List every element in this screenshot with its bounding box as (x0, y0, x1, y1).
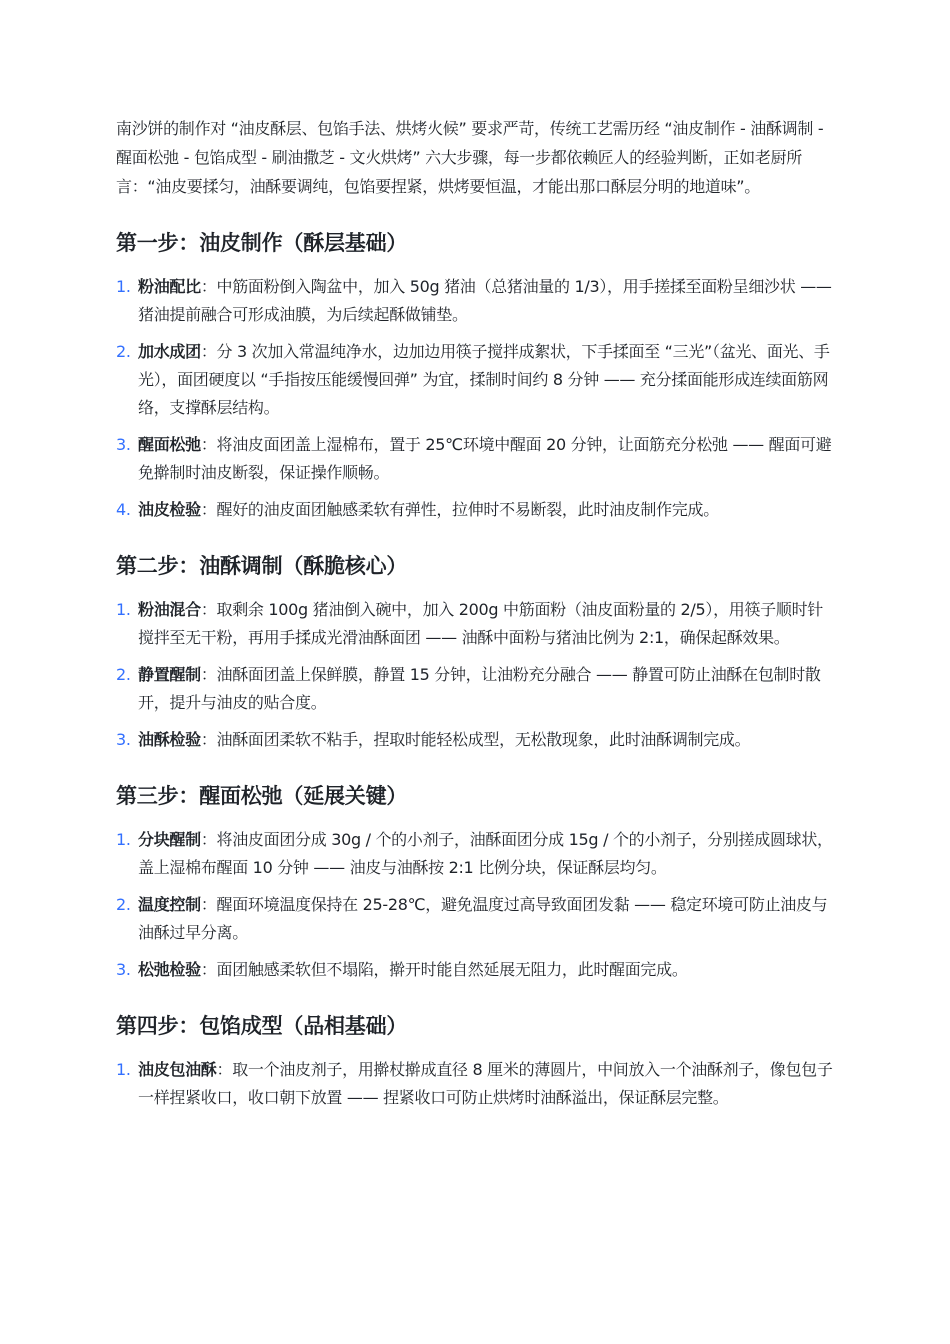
item-text: ：油酥面团盖上保鲜膜，静置 15 分钟，让油粉充分融合 —— 静置可防止油酥在包制时散开，提升与油皮的贴合度。 (138, 665, 821, 712)
list-number: 2. (116, 342, 131, 361)
list-item (116, 596, 836, 652)
list-number: 1. (116, 830, 131, 849)
list-number: 3. (116, 730, 131, 749)
section-title: 第三步：醒面松弛（延展关键） (116, 784, 408, 808)
item-label: 粉油配比 (138, 277, 201, 296)
list-item (116, 826, 836, 882)
item-label: 油皮包油酥 (138, 1060, 217, 1079)
item-label: 静置醒制 (138, 665, 201, 684)
item-text: ：将油皮面团盖上湿棉布，置于 25℃环境中醒面 20 分钟，让面筋充分松弛 —— 醒面可避免擀制时油皮断裂，保证操作顺畅。 (138, 435, 832, 482)
intro-paragraph: 南沙饼的制作对 “油皮酥层、包馅手法、烘烤火候” 要求严苛，传统工艺需历经 “油皮制作 - 油酥调制 - 醒面松弛 - 包馅成型 - 刷油撒芝 - 文火烘烤” 六大步骤，每一步都依赖匠人的经验判断，正如老厨所言：“油皮要揉匀，油酥要调纯，包馅要捏紧，烘烤要恒温，才能出那口酥层分明的地道味”。 (116, 119, 824, 196)
item-text: ：油酥面团柔软不粘手，捏取时能轻松成型，无松散现象，此时油酥调制完成。 (200, 730, 751, 749)
list-item (116, 273, 836, 329)
section-title: 第二步：油酥调制（酥脆核心） (116, 554, 408, 578)
item-label: 粉油混合 (138, 600, 201, 619)
list-item (116, 726, 836, 754)
list-item (116, 956, 836, 984)
item-label: 松弛检验 (138, 960, 201, 979)
list-item (116, 338, 836, 422)
section-title: 第四步：包馅成型（品相基础） (116, 1014, 408, 1038)
list-number: 2. (116, 665, 131, 684)
item-label: 加水成团 (138, 342, 201, 361)
section-step-1 (116, 227, 836, 524)
list-number: 1. (116, 1060, 131, 1079)
step-list (116, 826, 836, 984)
list-item (116, 431, 836, 487)
item-label: 分块醒制 (138, 830, 201, 849)
list-item (116, 1056, 836, 1112)
section-title: 第一步：油皮制作（酥层基础） (116, 231, 408, 255)
list-number: 2. (116, 895, 131, 914)
item-text: ：取剩余 100g 猪油倒入碗中，加入 200g 中筋面粉（油皮面粉量的 2/5），用筷子顺时针搅拌至无干粉，再用手揉成光滑油酥面团 —— 油酥中面粉与猪油比例为 2:1，确保起酥效果。 (138, 600, 823, 647)
item-text: ：中筋面粉倒入陶盆中，加入 50g 猪油（总猪油量的 1/3），用手搓揉至面粉呈细沙状 —— 猪油提前融合可形成油膜，为后续起酥做铺垫。 (138, 277, 832, 324)
item-text: ：醒好的油皮面团触感柔软有弹性，拉伸时不易断裂，此时油皮制作完成。 (200, 500, 719, 519)
section-step-2 (116, 550, 836, 754)
item-label: 醒面松弛 (138, 435, 201, 454)
document-page (116, 114, 836, 1121)
list-item (116, 891, 836, 947)
list-item (116, 496, 836, 524)
item-label: 油皮检验 (138, 500, 201, 519)
section-step-3 (116, 780, 836, 984)
item-label: 温度控制 (138, 895, 201, 914)
item-text: ：面团触感柔软但不塌陷，擀开时能自然延展无阻力，此时醒面完成。 (200, 960, 688, 979)
section-step-4 (116, 1010, 836, 1112)
step-list (116, 1056, 836, 1112)
list-number: 4. (116, 500, 131, 519)
list-number: 1. (116, 277, 131, 296)
step-list (116, 596, 836, 754)
list-number: 1. (116, 600, 131, 619)
step-list (116, 273, 836, 524)
list-number: 3. (116, 435, 131, 454)
item-text: ：醒面环境温度保持在 25-28℃，避免温度过高导致面团发黏 —— 稳定环境可防止油皮与油酥过早分离。 (138, 895, 828, 942)
item-text: ：取一个油皮剂子，用擀杖擀成直径 8 厘米的薄圆片，中间放入一个油酥剂子，像包包子一样捏紧收口，收口朝下放置 —— 捏紧收口可防止烘烤时油酥溢出，保证酥层完整。 (138, 1060, 833, 1107)
item-text: ：将油皮面团分成 30g / 个的小剂子，油酥面团分成 15g / 个的小剂子，分别搓成圆球状，盖上湿棉布醒面 10 分钟 —— 油皮与油酥按 2:1 比例分块，保证酥层均匀。 (138, 830, 833, 877)
item-label: 油酥检验 (138, 730, 201, 749)
list-item (116, 661, 836, 717)
list-number: 3. (116, 960, 131, 979)
item-text: ：分 3 次加入常温纯净水，边加边用筷子搅拌成絮状，下手揉面至 “三光”（盆光、面光、手光），面团硬度以 “手指按压能缓慢回弹” 为宜，揉制时间约 8 分钟 —— 充分揉面能形成连续面筋网络，支撑酥层结构。 (138, 342, 830, 417)
